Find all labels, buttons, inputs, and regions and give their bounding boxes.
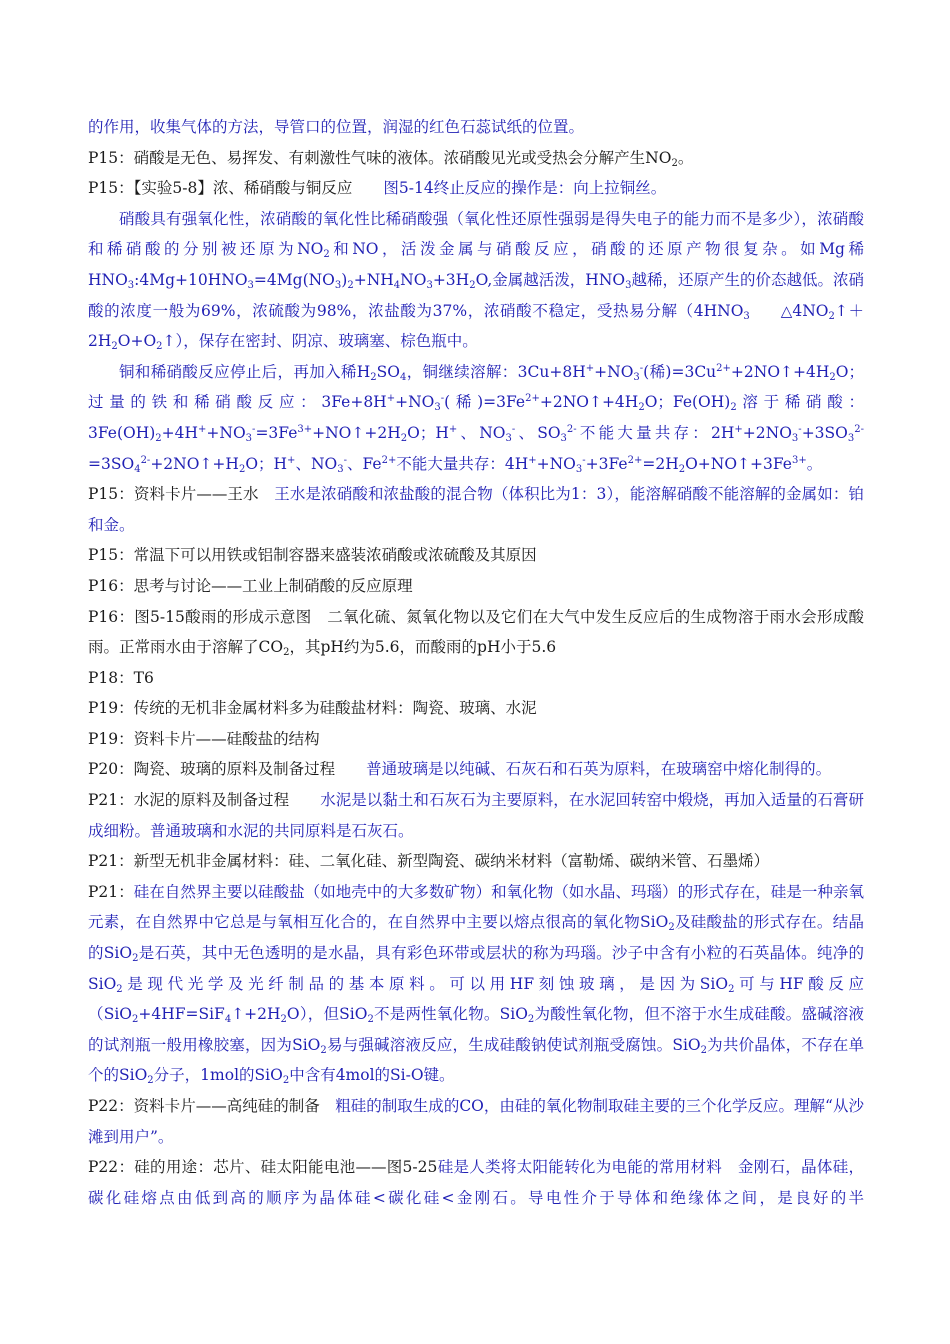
p15-aqua-regia [88, 479, 864, 540]
text: 不能大量共存： [396, 454, 505, 473]
text: P15：硝酸是无色、易挥发、有刺激性气味的液体。浓硝酸见光或受热会分解产生NO [88, 148, 672, 167]
p15-nitric-acid-properties: P15：硝酸是无色、易挥发、有刺激性气味的液体。浓硝酸见光或受热会分解产生$NO_2$。 [88, 148, 694, 169]
p19-silicate-materials: P19：传统的无机非金属材料多为硅酸盐材料：陶瓷、玻璃、水泥 [88, 699, 537, 718]
text: ，其pH约为5.6，而酸雨的pH小于5.6 [289, 638, 557, 657]
text-blue: 普通玻璃是以纯碱、石灰石和石英为原料，在玻璃窑中熔化制得的。 [366, 760, 832, 779]
p20-ceramics-glass [88, 754, 864, 785]
text: P16：图5-15酸雨的形成示意图 二氧化硫、氮氧化物以及它们在大气中发生反应后的生成物溶于雨水会形成酸雨。正常雨水由于溶解了CO [88, 607, 864, 657]
text-blue: 粗硅的制取生成的CO，由硅的氧化物制取硅主要的三个化学反应。理解“从沙滩到用户”。 [88, 1097, 864, 1146]
text: ，铜继续溶解： [406, 362, 518, 381]
line-gas-collection: 的作用，收集气体的方法，导管口的位置，润湿的红色石蕊试纸的位置。 [88, 118, 585, 136]
text: 铜和稀硝酸反应停止后，再加入稀H [119, 362, 371, 381]
text: P15：资料卡片——王水 [88, 485, 259, 504]
text: P21：水泥的原料及制备过程 [88, 791, 290, 810]
text-blue: 硅在自然界主要以硅酸盐（如地壳中的大多数矿物）和氧化物（如水晶、玛瑙）的形式存在，硅是一种亲氧元素，在自然界中它总是与氧相互化合的，在自然界中主要以熔点很高的氧化物SiO$_2$及硅酸盐的形式存在。结晶的SiO$_2$是石英，其中无色透明的是水晶，具有彩色环带或层状的称为玛瑙。沙子中含有小粒的石英晶体。纯净的SiO$_2$是现代光学及光纤制品的基本原料。可以用HF刻蚀玻璃，是因为SiO$_2$可与HF酸反应$(SiO_2+4HF=SiF_4↑+2H_2O)$，但SiO$_2$不是两性氧化物。SiO$_2$为酸性氧化物，但不溶于水生成硅酸。盛碱溶液的试剂瓶一般用橡胶塞，因为SiO$_2$易与强碱溶液反应，生成硅酸钠使试剂瓶受腐蚀。SiO$_2$为共价晶体，不存在单个的SiO$_2$分子，1mol的SiO$_2$中含有4mol的Si-O键。 [88, 882, 865, 1087]
p21-silica-paragraph [88, 877, 864, 1091]
document-page [88, 112, 864, 1213]
p19-silicate-structure: P19：资料卡片——硅酸盐的结构 [88, 729, 320, 748]
text: P22：硅的用途：芯片、硅太阳能电池——图5-25 [88, 1158, 438, 1177]
p22-high-purity-silicon [88, 1091, 864, 1152]
text: 硝酸具有强氧化性，浓硝酸的氧化性比稀硝酸强（氧化性还原性强弱是得失电子的能力而不是多少），浓硝酸和稀硝酸的分别被还原为NO [88, 209, 864, 259]
p16-acid-rain: P16：图5-15酸雨的形成示意图 二氧化硫、氮氧化物以及它们在大气中发生反应后的生成物溶于雨水会形成酸雨。正常雨水由于溶解了$CO_2$，其pH约为5.6，而酸雨的pH小于5.6 [88, 607, 864, 659]
p22-silicon-uses [88, 1152, 864, 1213]
text: ），保存在密封、阴凉、玻璃塞、棕色瓶中。 [175, 332, 478, 351]
text: 溶于稀硝酸： [736, 393, 864, 412]
nitric-acid-oxidizing-paragraph: 硝酸具有强氧化性，浓硝酸的氧化性比稀硝酸强（氧化性还原性强弱是得失电子的能力而不是多少），浓硝酸和稀硝酸的分别被还原为$NO_2$和NO，活泼金属与硝酸反应，硝酸的还原产物很复杂。如Mg稀$HNO_3:4Mg+10HNO_3=4Mg(NO_3)_2+NH_4NO_3+3H_2O$,金属越活泼，$HNO_3$越稀，还原产生的价态越低。浓硝酸的浓度一般为69%，浓硫酸为98%，浓盐酸为37%，浓硝酸不稳定，受热易分解（$4HNO_3$ $\triangle 4NO_2↑+2H_2O+O_2↑$），保存在密封、阴凉、玻璃塞、棕色瓶中。 [88, 209, 864, 353]
text: P21： [88, 882, 134, 901]
p21-cement [88, 785, 864, 846]
p18-t6: P18：T6 [88, 668, 154, 687]
text: 和NO，活泼金属与硝酸反应，硝酸的还原产物很复杂。如Mg稀HNO [88, 240, 864, 289]
text: 不能大量共存： [576, 423, 712, 442]
text-blue: 水泥是以黏土和石灰石为主要原料，在水泥回转窑中煅烧，再加入适量的石膏研成细粉。普通玻璃和水泥的共同原料是石灰石。 [88, 791, 864, 840]
p16-industrial-nitric-acid: P16：思考与讨论——工业上制硝酸的反应原理 [88, 576, 413, 595]
p21-new-materials: P21：新型无机非金属材料：硅、二氧化硅、新型陶瓷、碳纳米材料（富勒烯、碳纳米管、石墨烯） [88, 852, 770, 871]
text: 过量的铁和稀硝酸反应： [88, 393, 322, 412]
text-blue: 王水是浓硝酸和浓盐酸的混合物（体积比为1：3），能溶解硝酸不能溶解的金属如：铂和金。 [88, 485, 864, 534]
text: P20：陶瓷、玻璃的原料及制备过程 [88, 760, 336, 779]
text-blue: 硅是人类将太阳能转化为电能的常用材料 金刚石，晶体硅，碳化硅熔点由低到高的顺序为晶体硅<碳化硅<金刚石。导电性介于导体和绝缘体之间，是良好的半 [88, 1158, 864, 1207]
copper-dilute-nitric-paragraph: 铜和稀硝酸反应停止后，再加入稀$H_2SO_4$，铜继续溶解：$3Cu+8H^++NO_3^-$(稀)$=3Cu^{2+}+2NO↑+4H_2O$；过量的铁和稀硝酸反应：$3Fe+8H^++NO_3^-$(稀)$=3Fe^{2+}+2NO↑+4H_2O$；$Fe(OH)_2$溶于稀硝酸：$3Fe(OH)_2+4H^++NO_3^-=3Fe^{3+}+NO↑+2H_2O$；H+、$NO_3^-$、$SO_3^{2-}$不能大量共存：$2H^++2NO_3^-+3SO_3^{2-}=3SO_4^{2-}+2NO↑+H_2O$；H+、$NO_3^-$、$Fe^{2+}$不能大量共存：$4H^++NO_3^-+3Fe^{2+}=2H_2O+NO↑+3Fe^{3+}$。 [88, 362, 864, 475]
text-blue: 图5-14终止反应的操作是：向上拉铜丝。 [383, 179, 667, 198]
text: 越稀，还原产生的价态越低。浓硝酸的浓度一般为69%，浓硫酸为98%，浓盐酸为37%，浓硝酸不稳定，受热易分解（4HNO [88, 270, 864, 320]
text: P15：【实验5-8】浓、稀硝酸与铜反应 [88, 179, 353, 198]
heat-triangle-icon: △ [780, 301, 793, 320]
text: P22：资料卡片——高纯硅的制备 [88, 1097, 320, 1115]
p15-experiment-5-8 [88, 173, 864, 204]
p15-iron-aluminum-containers: P15：常温下可以用铁或铝制容器来盛装浓硝酸或浓硫酸及其原因 [88, 546, 537, 565]
